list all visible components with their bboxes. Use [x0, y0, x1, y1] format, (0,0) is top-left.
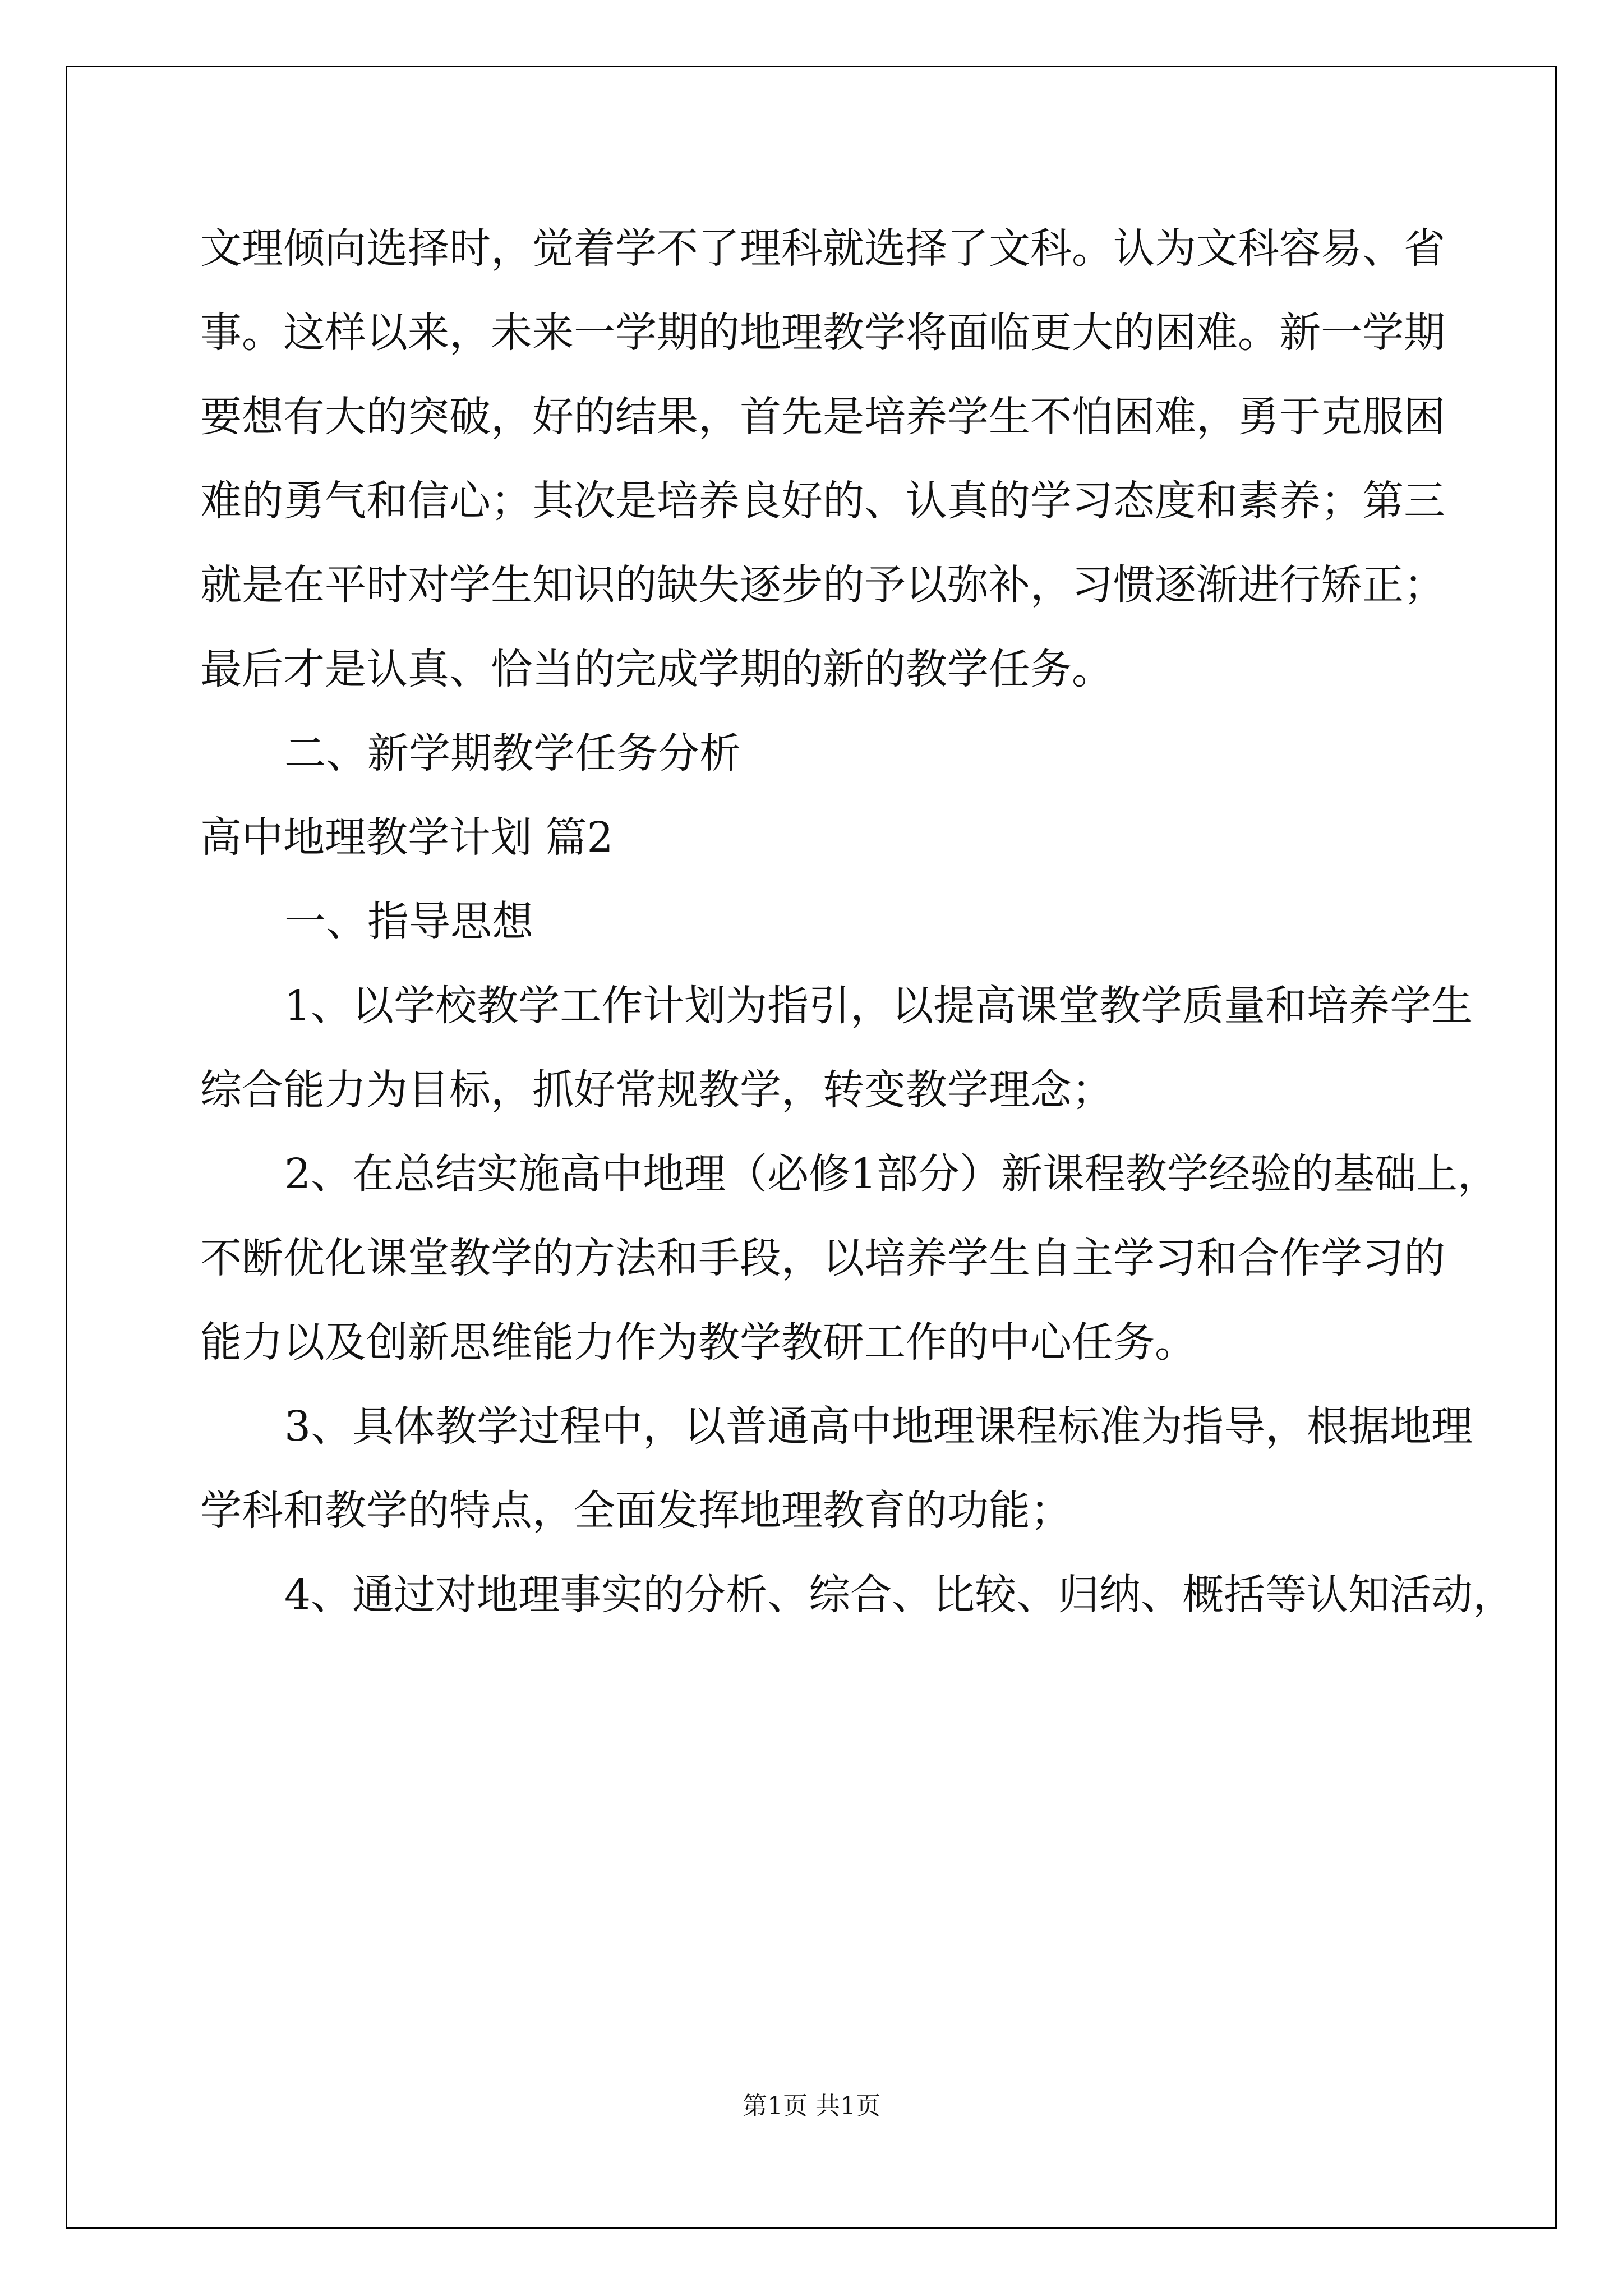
paragraph-line: 文理倾向选择时，觉着学不了理科就选择了文科。认为文科容易、省 — [200, 224, 1445, 273]
paragraph-line: 4、通过对地理事实的分析、综合、比较、归纳、概括等认知活动， — [284, 1571, 1515, 1619]
paragraph-line: 难的勇气和信心；其次是培养良好的、认真的学习态度和素养；第三 — [200, 477, 1445, 525]
section-heading: 一、指导思想 — [284, 898, 533, 946]
paragraph-line: 事。这样以来，未来一学期的地理教学将面临更大的困难。新一学期 — [200, 309, 1445, 357]
page-footer: 第1页 共1页 — [743, 2092, 880, 2120]
section-heading: 二、新学期教学任务分析 — [284, 729, 741, 777]
paragraph-line: 最后才是认真、恰当的完成学期的新的教学任务。 — [200, 645, 1113, 693]
paragraph-line: 不断优化课堂教学的方法和手段，以培养学生自主学习和合作学习的 — [200, 1234, 1445, 1282]
paragraph-line: 综合能力为目标，抓好常规教学，转变教学理念； — [200, 1066, 1113, 1114]
paragraph-line: 学科和教学的特点，全面发挥地理教育的功能； — [200, 1487, 1072, 1535]
document-title: 高中地理教学计划 篇2 — [200, 813, 614, 862]
paragraph-line: 3、具体教学过程中，以普通高中地理课程标准为指导，根据地理 — [284, 1402, 1473, 1451]
paragraph-line: 1、以学校教学工作计划为指引，以提高课堂教学质量和培养学生 — [284, 982, 1473, 1030]
paragraph-line: 就是在平时对学生知识的缺失逐步的予以弥补，习惯逐渐进行矫正； — [200, 561, 1445, 609]
paragraph-line: 要想有大的突破，好的结果，首先是培养学生不怕困难，勇于克服困 — [200, 393, 1445, 441]
paragraph-line: 2、在总结实施高中地理（必修1部分）新课程教学经验的基础上， — [284, 1150, 1500, 1198]
paragraph-line: 能力以及创新思维能力作为教学教研工作的中心任务。 — [200, 1318, 1196, 1366]
